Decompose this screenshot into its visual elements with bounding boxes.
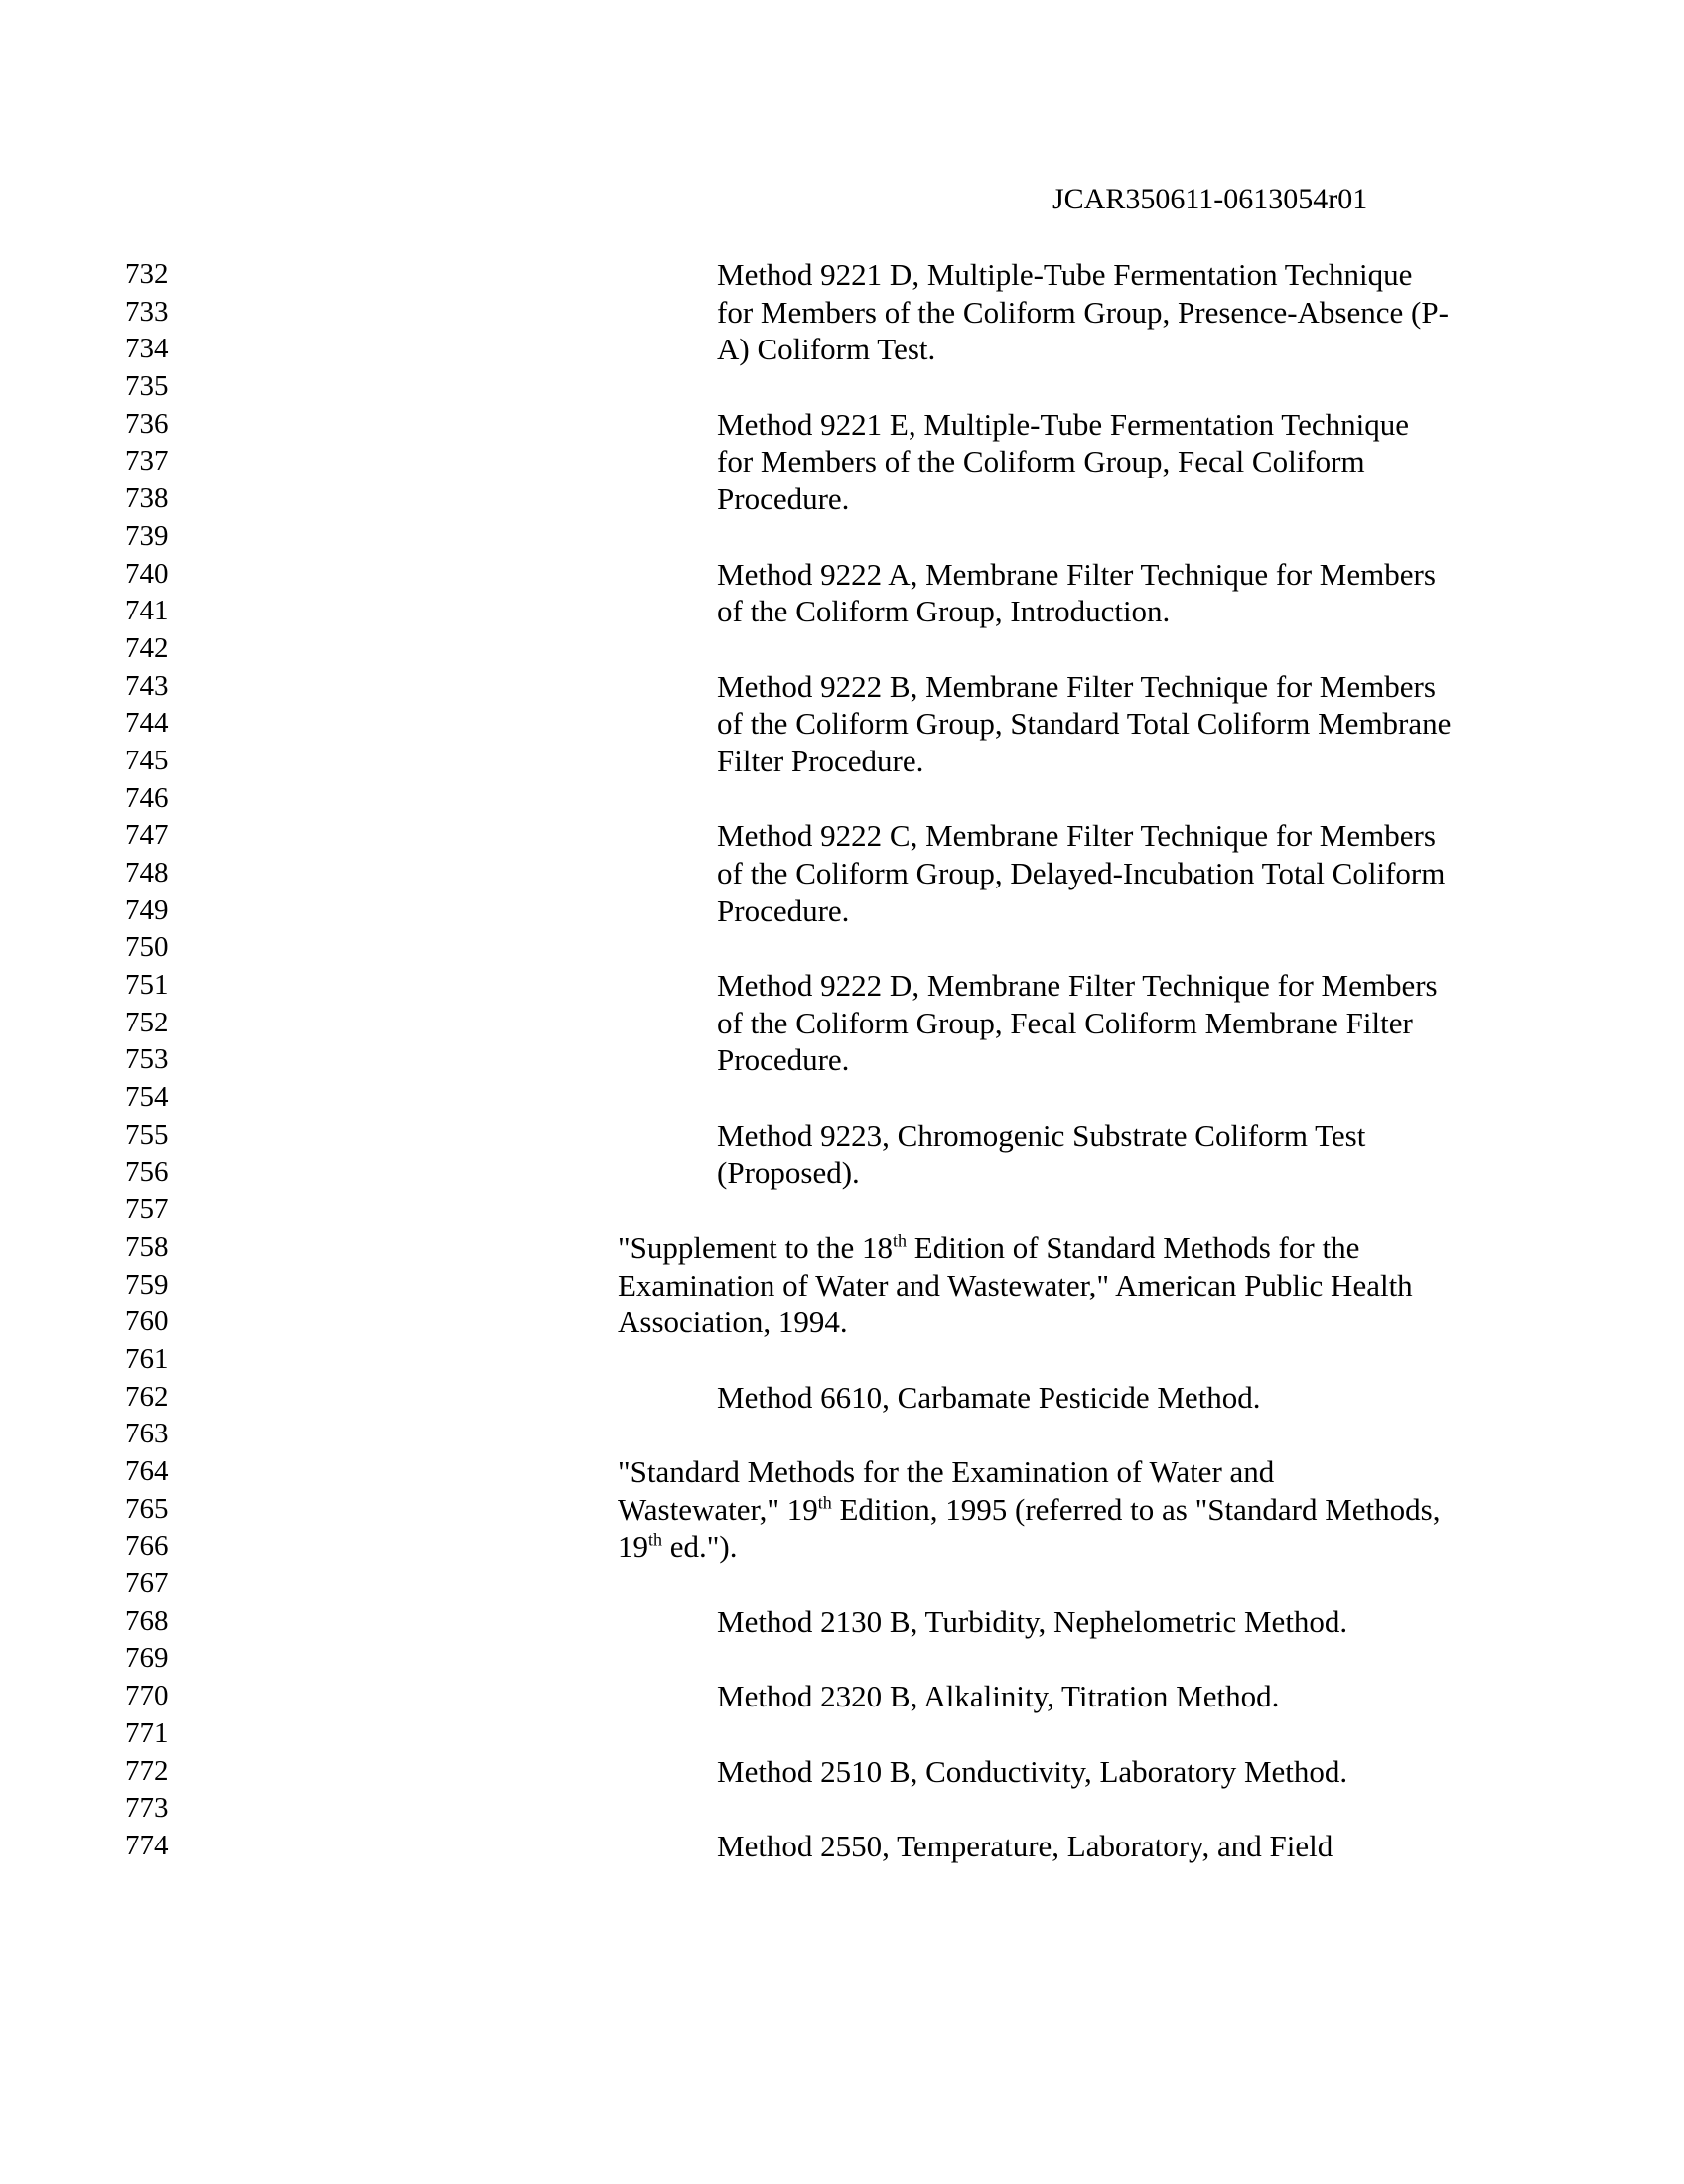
method-line: of the Coliform Group, Fecal Coliform Membrane Filter xyxy=(717,1005,1413,1040)
line-number: 748 xyxy=(125,857,169,888)
line-number: 758 xyxy=(125,1230,169,1263)
text-line xyxy=(0,518,1684,556)
line-text: Wastewater," 19 xyxy=(618,1491,818,1527)
line-number: 738 xyxy=(125,482,169,515)
text-line xyxy=(0,855,1684,892)
method-line: Method 9221 E, Multiple-Tube Fermentation Technique xyxy=(717,406,1409,442)
line-number: 766 xyxy=(125,1530,169,1563)
line-number: 762 xyxy=(125,1380,169,1413)
line-number: 761 xyxy=(125,1342,169,1375)
method-line: Procedure. xyxy=(717,481,850,517)
line-number: 760 xyxy=(125,1305,169,1338)
method-line: of the Coliform Group, Introduction. xyxy=(717,594,1171,629)
superscript: th xyxy=(648,1530,663,1551)
text-line xyxy=(0,1079,1684,1117)
line-text: Edition, 1995 (referred to as "Standard Methods, xyxy=(831,1491,1441,1527)
method-line: of the Coliform Group, Standard Total Coliform Membrane xyxy=(717,706,1452,742)
method-line: Method 9222 C, Membrane Filter Technique for Members xyxy=(717,818,1436,854)
text-line xyxy=(0,892,1684,930)
text-line xyxy=(0,1753,1684,1791)
line-number: 753 xyxy=(125,1043,169,1076)
document-code: JCAR350611-0613054r01 xyxy=(1052,183,1368,215)
line-number: 746 xyxy=(125,781,169,814)
line-number: 756 xyxy=(125,1156,169,1188)
line-number: 736 xyxy=(125,407,169,440)
line-number: 764 xyxy=(125,1455,169,1487)
text-line xyxy=(0,331,1684,368)
method-line: Filter Procedure. xyxy=(717,743,924,778)
method-line: Method 9222 D, Membrane Filter Technique for Members xyxy=(717,968,1438,1004)
method-line: A) Coliform Test. xyxy=(717,332,936,367)
method-line: Procedure. xyxy=(717,892,850,928)
text-line xyxy=(0,1603,1684,1641)
line-number: 768 xyxy=(125,1604,169,1637)
text-line xyxy=(0,743,1684,780)
line-number: 752 xyxy=(125,1006,169,1038)
line-number: 763 xyxy=(125,1418,169,1450)
line-number: 751 xyxy=(125,969,169,1002)
line-number: 770 xyxy=(125,1680,169,1712)
text-line xyxy=(0,1117,1684,1155)
method-line: (Proposed). xyxy=(717,1155,860,1190)
reference-line: Association, 1994. xyxy=(618,1304,848,1340)
text-line xyxy=(0,929,1684,967)
line-number: 755 xyxy=(125,1118,169,1151)
line-number: 733 xyxy=(125,295,169,328)
reference-line xyxy=(618,1528,738,1566)
superscript: th xyxy=(817,1492,832,1513)
line-number: 742 xyxy=(125,631,169,664)
method-line: Method 9223, Chromogenic Substrate Coliform Test xyxy=(717,1117,1366,1153)
method-line: Method 9221 D, Multiple-Tube Fermentation Technique xyxy=(717,257,1413,292)
line-number: 767 xyxy=(125,1568,169,1600)
text-line xyxy=(0,1715,1684,1753)
text-line xyxy=(0,256,1684,294)
line-number: 737 xyxy=(125,445,169,478)
line-number: 739 xyxy=(125,519,169,552)
text-line xyxy=(0,1416,1684,1453)
line-number: 772 xyxy=(125,1754,169,1787)
text-line xyxy=(0,1528,1684,1566)
text-line xyxy=(0,556,1684,594)
text-line xyxy=(0,1566,1684,1603)
text-line xyxy=(0,1828,1684,1865)
line-number: 744 xyxy=(125,707,169,740)
text-line xyxy=(0,668,1684,706)
line-number: 734 xyxy=(125,333,169,365)
reference-line: Examination of Water and Wastewater," American Public Health xyxy=(618,1267,1413,1302)
text-line xyxy=(0,1267,1684,1304)
line-text: Edition of Standard Methods for the xyxy=(907,1229,1360,1265)
text-line xyxy=(0,1379,1684,1417)
line-number: 732 xyxy=(125,258,169,290)
text-line xyxy=(0,1041,1684,1079)
reference-line xyxy=(618,1229,1359,1267)
line-text: ed."). xyxy=(662,1529,738,1565)
line-number: 765 xyxy=(125,1492,169,1525)
text-line xyxy=(0,1303,1684,1341)
method-line: for Members of the Coliform Group, Presence-Absence (P- xyxy=(717,294,1449,330)
text-line xyxy=(0,780,1684,818)
method-line: for Members of the Coliform Group, Fecal Coliform xyxy=(717,444,1365,479)
superscript: th xyxy=(893,1230,908,1251)
line-number: 741 xyxy=(125,595,169,627)
text-line xyxy=(0,1640,1684,1678)
text-line xyxy=(0,967,1684,1005)
line-number: 759 xyxy=(125,1268,169,1300)
method-line: Method 6610, Carbamate Pesticide Method. xyxy=(717,1379,1261,1415)
text-line xyxy=(0,294,1684,332)
reference-line: "Standard Methods for the Examination of Water and xyxy=(618,1454,1275,1489)
line-number: 771 xyxy=(125,1716,169,1749)
document-body xyxy=(0,256,1684,1865)
method-line: Method 9222 A, Membrane Filter Technique for Members xyxy=(717,556,1436,592)
text-line xyxy=(0,817,1684,855)
text-line xyxy=(0,705,1684,743)
text-line xyxy=(0,1453,1684,1491)
line-number: 749 xyxy=(125,893,169,926)
text-line xyxy=(0,1191,1684,1229)
text-line xyxy=(0,1341,1684,1379)
text-line xyxy=(0,1678,1684,1715)
method-line: Method 2550, Temperature, Laboratory, and Field xyxy=(717,1828,1333,1863)
reference-line xyxy=(618,1491,1440,1529)
text-line xyxy=(0,1790,1684,1828)
text-line xyxy=(0,630,1684,668)
text-line xyxy=(0,593,1684,630)
line-number: 747 xyxy=(125,819,169,852)
line-number: 773 xyxy=(125,1792,169,1825)
text-line xyxy=(0,1155,1684,1192)
method-line: Procedure. xyxy=(717,1042,850,1078)
text-line xyxy=(0,368,1684,406)
method-line: of the Coliform Group, Delayed-Incubation Total Coliform xyxy=(717,856,1446,890)
method-line: Method 2130 B, Turbidity, Nephelometric Method. xyxy=(717,1603,1348,1639)
text-line xyxy=(0,443,1684,480)
line-number: 754 xyxy=(125,1081,169,1114)
line-number: 743 xyxy=(125,669,169,702)
text-line xyxy=(0,406,1684,444)
text-line xyxy=(0,1229,1684,1267)
method-line: Method 2510 B, Conductivity, Laboratory Method. xyxy=(717,1753,1348,1789)
line-number: 735 xyxy=(125,370,169,403)
method-line: Method 2320 B, Alkalinity, Titration Method. xyxy=(717,1679,1280,1714)
method-line: Method 9222 B, Membrane Filter Technique for Members xyxy=(717,668,1436,704)
line-number: 750 xyxy=(125,931,169,964)
line-text: 19 xyxy=(618,1529,648,1565)
text-line xyxy=(0,1005,1684,1042)
line-text: "Supplement to the 18 xyxy=(618,1229,893,1265)
text-line xyxy=(0,1491,1684,1529)
line-number: 774 xyxy=(125,1829,169,1861)
text-line xyxy=(0,480,1684,518)
line-number: 769 xyxy=(125,1642,169,1675)
line-number: 740 xyxy=(125,557,169,590)
line-number: 757 xyxy=(125,1193,169,1226)
line-number: 745 xyxy=(125,744,169,776)
